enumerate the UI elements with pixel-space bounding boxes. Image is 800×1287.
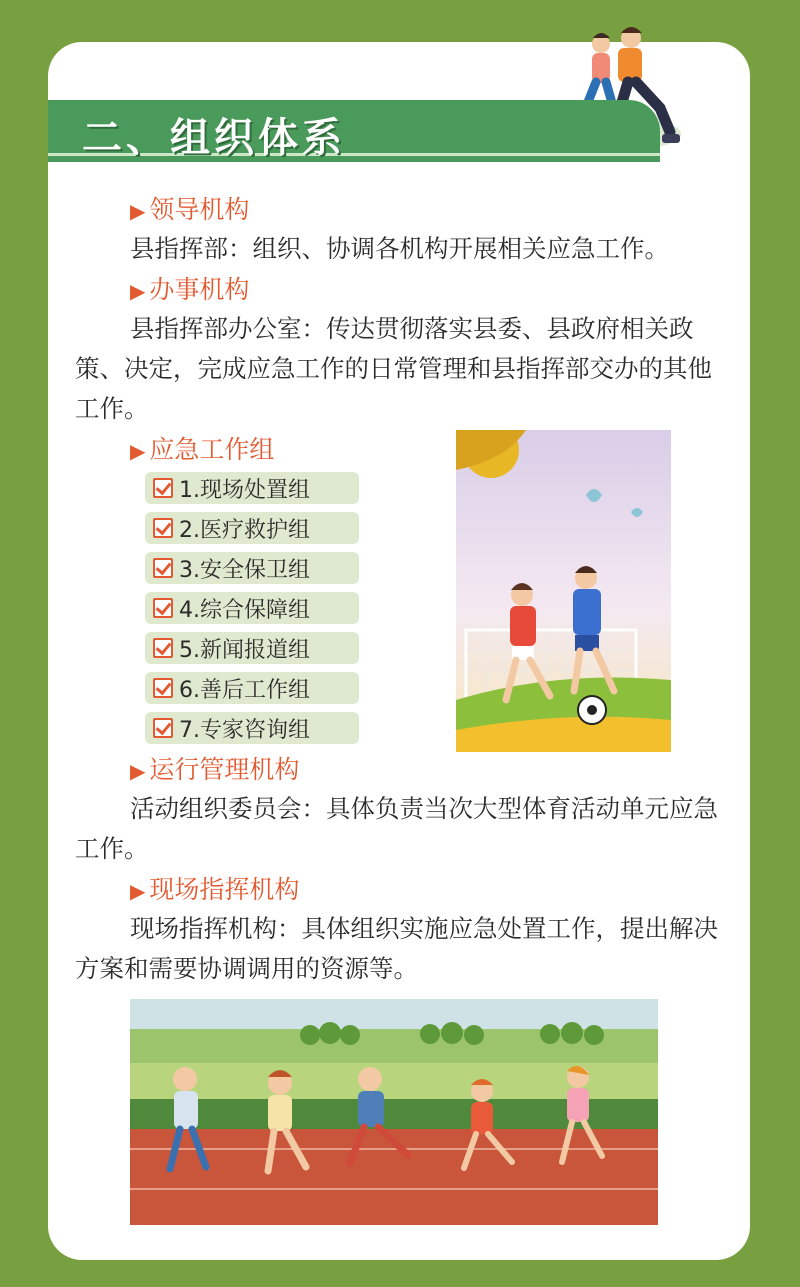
section-title: 二、组织体系 (82, 115, 346, 161)
checkbox-checked-icon (153, 678, 173, 698)
heading-field-command: ▶ 现场指挥机构 (130, 875, 300, 904)
soccer-illustration (456, 430, 671, 752)
triangle-right-icon: ▶ (130, 439, 146, 463)
checkbox-checked-icon (153, 518, 173, 538)
group-item: 3.安全保卫组 (145, 552, 359, 584)
checkbox-checked-icon (153, 598, 173, 618)
heading-office: ▶ 办事机构 (130, 275, 250, 304)
running-track-illustration (130, 999, 658, 1225)
checkbox-checked-icon (153, 638, 173, 658)
checkbox-checked-icon (153, 718, 173, 738)
heading-emergency-groups: ▶ 应急工作组 (130, 435, 275, 464)
checkbox-checked-icon (153, 478, 173, 498)
triangle-right-icon: ▶ (130, 199, 146, 223)
group-item: 4.综合保障组 (145, 592, 359, 624)
paragraph-office: 县指挥部办公室：传达贯彻落实县委、县政府相关政策、决定，完成应急工作的日常管理和县指挥部交办的其他工作。 (75, 314, 712, 423)
group-item: 5.新闻报道组 (145, 632, 359, 664)
group-item: 7.专家咨询组 (145, 712, 359, 744)
paragraph-leading: 县指挥部：组织、协调各机构开展相关应急工作。 (130, 234, 669, 263)
checkbox-checked-icon (153, 558, 173, 578)
paragraph-operations: 活动组织委员会：具体负责当次大型体育活动单元应急工作。 (75, 794, 718, 863)
group-item: 6.善后工作组 (145, 672, 359, 704)
heading-leading: ▶ 领导机构 (130, 195, 250, 224)
group-item: 2.医疗救护组 (145, 512, 359, 544)
paragraph-field-command: 现场指挥机构：具体组织实施应急处置工作，提出解决方案和需要协调调用的资源等。 (75, 914, 718, 983)
heading-operations: ▶ 运行管理机构 (130, 755, 300, 784)
triangle-right-icon: ▶ (130, 279, 146, 303)
triangle-right-icon: ▶ (130, 879, 146, 903)
group-item: 1.现场处置组 (145, 472, 359, 504)
triangle-right-icon: ▶ (130, 759, 146, 783)
